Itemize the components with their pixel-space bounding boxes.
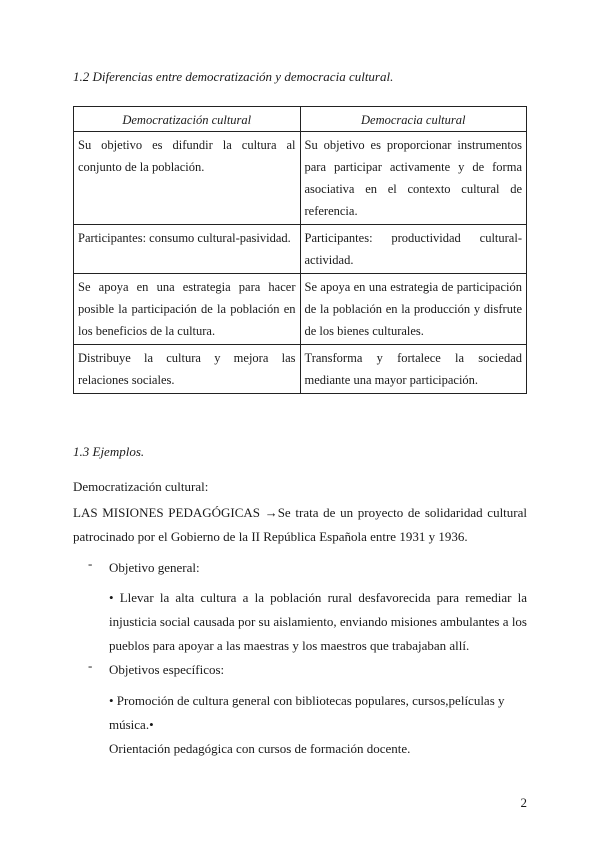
table-row [74,345,527,394]
objetivo-general-text: • Llevar la alta cultura a la población rural desfavorecida para remediar la injusticia social causada por su aislamiento, enviando misiones ambulantes a los pueblos para apoyar a las maestras y los maestros que trabajaban allí. [109,590,527,653]
table-row [74,132,527,225]
democratizacion-label: Democratización cultural: [73,479,209,494]
table-cell: Su objetivo es proporcionar instrumentos para participar activamente y de forma asociativa en el contexto cultural de referencia. [300,132,527,225]
objetivo-general-label: Objetivo general: [109,560,200,575]
objetivos-especificos-text [109,689,527,761]
table-cell: Participantes: productividad cultural-actividad. [300,225,527,274]
misiones-line-1: LAS MISIONES PEDAGÓGICAS →Se trata de un proyecto de solidaridad cultural [73,505,527,520]
table-header-democracia: Democracia cultural [300,107,527,132]
table-row [74,225,527,274]
table-row [74,274,527,345]
list-dash: - [88,658,93,673]
table-cell: Distribuye la cultura y mejora las relaciones sociales. [74,345,301,394]
section-heading-1-3: 1.3 Ejemplos. [73,444,145,459]
misiones-paragraph [73,501,527,549]
page-number: 2 [520,795,527,810]
comparison-table [73,106,527,394]
table-cell: Su objetivo es difundir la cultura al conjunto de la población. [74,132,301,225]
objetivos-especificos-line-1: • Promoción de cultura general con bibliotecas populares, cursos,películas y música.• [109,693,505,732]
table-header-row [74,107,527,132]
objetivos-especificos-line-2: Orientación pedagógica con cursos de formación docente. [109,741,411,756]
misiones-line-2: patrocinado por el Gobierno de la II República Española entre 1931 y 1936. [73,529,468,544]
section-heading-1-2: 1.2 Diferencias entre democratización y democracia cultural. [73,69,394,84]
list-dash: - [88,556,93,571]
table-cell: Transforma y fortalece la sociedad mediante una mayor participación. [300,345,527,394]
table-cell: Se apoya en una estrategia para hacer posible la participación de la población en los beneficios de la cultura. [74,274,301,345]
table-header-democratizacion: Democratización cultural [74,107,301,132]
table-cell: Se apoya en una estrategia de participación de la población en la producción y disfrute de los bienes culturales. [300,274,527,345]
table-cell: Participantes: consumo cultural-pasividad. [74,225,301,274]
objetivos-especificos-label: Objetivos específicos: [109,662,225,677]
